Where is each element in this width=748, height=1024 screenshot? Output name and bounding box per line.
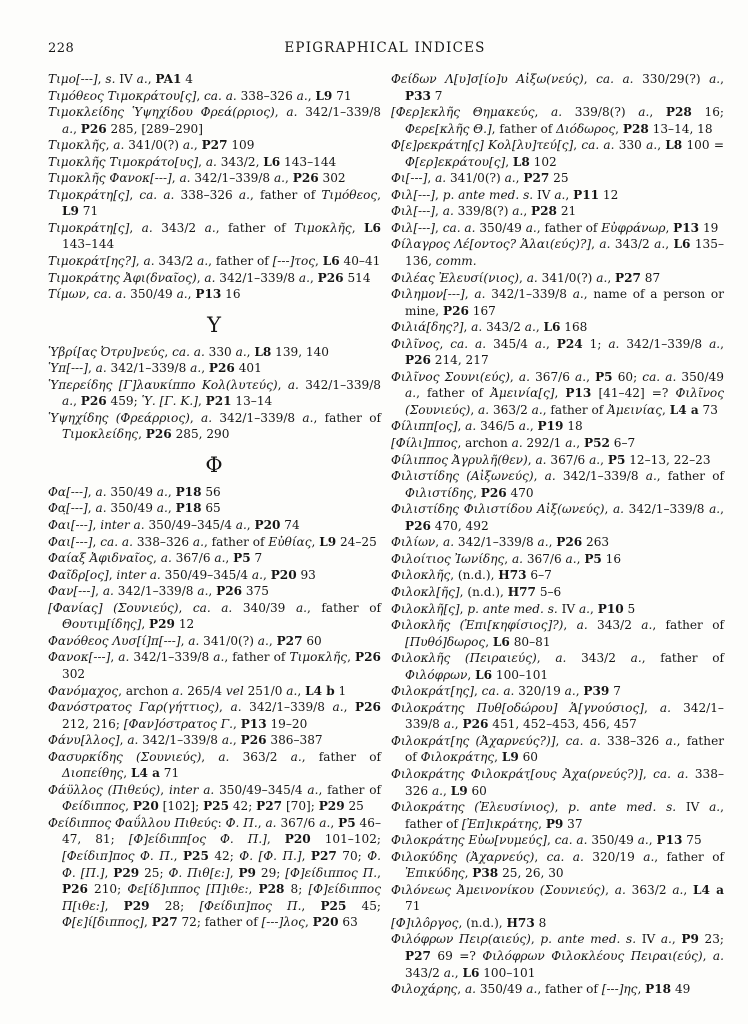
index-entry: Φιλοκράτης Πυθ[οδώρου] Ἁ[γνούσιος], a. 342/1–339/8 a., P26 451, 452–453, 456, 457 xyxy=(391,700,724,732)
index-entry: Φα̣[---], a. 350/49 a., P18 65 xyxy=(48,501,221,516)
index-entry: Φιλοκλ[ῆς], (n.d.), H77 5–6 xyxy=(391,584,562,599)
index-entry: Τιμο[---], s. IV a., PA1 4 xyxy=(48,72,193,86)
index-entry: Φιλῖνος Σουνι(εύς), a. 367/6 a., P5 60; ca. a. 350/49 a., father of Ἀμεινία[ς], P13 [41–42] =? Φιλῖνος (Σουνιεύς), a. 363/2 a., father of Ἀμεινίας, L4 a 73 xyxy=(391,369,724,417)
index-entry: Φιλοκύδης (Ἀχαρνεύς), ca. a. 320/19 a., father of Ἐπικύδης, P38 25, 26, 30 xyxy=(391,849,724,881)
index-entry: Φείδων Λ[υ]σ[ίο]υ Αἰξω(νεύς), ca. a. 330/29(?) a., P33 7 xyxy=(391,72,724,103)
index-entry: Φι[---], a. 341/0(?) a., P27 25 xyxy=(391,171,569,186)
index-entry: Φιλιστίδης Φιλιστίδου Αἰξ(ωνεύς), a. 342/1–339/8 a., P26 470, 492 xyxy=(391,502,724,533)
index-entry: [Φ]ιλôργος, (n.d.), H73 8 xyxy=(391,915,547,930)
index-entry: Φα[---], a. 350/49 a., P18 56 xyxy=(48,484,221,499)
index-entry: Φιλ[---], ca. a. 350/49 a., father of Εὐφράνωρ, P13 19 xyxy=(391,220,719,235)
index-entry: Φαίαξ Ἀφιδναῖος, a. 367/6 a., P5 7 xyxy=(48,551,263,566)
index-entry: Τιμοκλῆς Φανοκ[---], a. 342/1–339/8 a., P26 302 xyxy=(48,171,346,186)
index-entry: Φιλοκλῆς (Ἐπι[κηφίσιος]?), a. 343/2 a., father of [Πυθό]δωρος, L6 80–81 xyxy=(391,618,724,649)
index-entry: Φιλῖνος, ca. a. 345/4 a., P24 1; a. 342/1–339/8 a., P26 214, 217 xyxy=(391,336,724,368)
index-entry: Ὑβρί[ας Ὀτρυ]νεύς, ca. a. 330 a., L8 139, 140 xyxy=(48,344,329,359)
index-entry: Τιμοκράτη[ς], a. 343/2 a., father of Τιμοκλῆς, L6 143–144 xyxy=(48,220,381,252)
index-entry: Ὑψηχίδης (Φρεάρριος), a. 342/1–339/8 a., father of Τιμοκλείδης, P26 285, 290 xyxy=(48,410,381,442)
section-heading: Υ xyxy=(207,312,222,337)
index-entry: Φάϋλλος (Πιθεύς), inter a. 350/49–345/4 a., father of Φείδιππος, P20 [102]; P25 42; P27 [70]; P29 25 xyxy=(48,782,381,814)
index-entry: Φιλόνεως Ἀμεινονίκου (Σουνιεύς), a. 363/2 a., L4 a 71 xyxy=(391,882,724,914)
section-heading: Φ xyxy=(205,452,224,477)
index-columns xyxy=(48,71,724,1004)
index-entry: Τιμόθεος Τιμοκράτου[ς], ca. a. 338–326 a., L9 71 xyxy=(48,88,352,103)
index-column-right xyxy=(391,71,724,1004)
index-entry: Φιλοκράτ[ης (Ἀχαρνεύς?)], ca. a. 338–326 a., father of Φιλοκράτης, L9 60 xyxy=(391,733,725,765)
index-entry: Τιμοκράτη[ς], ca. a. 338–326 a., father of Τιμόθεος, L9 71 xyxy=(48,187,381,219)
index-entry: Φιλ[---], a. 339/8(?) a., P28 21 xyxy=(391,204,577,219)
index-entry: Τιμοκλῆς, a. 341/0(?) a., P27 109 xyxy=(48,138,255,153)
index-entry: [Φανίας] (Σουνιεύς), ca. a. 340/39 a., father of Θουτιμ[ίδης], P29 12 xyxy=(48,600,381,632)
page-header xyxy=(48,40,722,56)
index-entry: Φίλιππ[ος], a. 346/5 a., P19 18 xyxy=(391,419,583,434)
index-entry: Φιλοχάρης, a. 350/49 a., father of [---]ης, P18 49 xyxy=(391,982,691,997)
index-entry: Τιμοκλῆς Τιμοκράτο[υς], a. 343/2, L6 143–144 xyxy=(48,154,337,169)
page-title: EPIGRAPHICAL INDICES xyxy=(284,40,486,56)
index-entry: Φιλίων, a. 342/1–339/8 a., P26 263 xyxy=(391,535,610,550)
index-entry: Τίμων, ca. a. 350/49 a., P13 16 xyxy=(48,287,241,302)
index-entry: Φιλημον[---], a. 342/1–339/8 a., name of a person or mine, P26 167 xyxy=(391,287,724,318)
index-entry: Φιλοκράτ[ης], ca. a. 320/19 a., P39 7 xyxy=(391,684,621,699)
index-entry: Φάνυ[λλος], a. 342/1–339/8 a., P26 386–387 xyxy=(48,733,323,748)
index-entry: Ὑπ[---], a. 342/1–339/8 a., P26 401 xyxy=(48,361,262,376)
index-column-left xyxy=(48,71,381,1004)
index-entry: Φίλιππος Ἀγρυλῆ(θεν), a. 367/6 a., P5 12–13, 22–23 xyxy=(391,452,711,467)
index-entry: Φιλέας Ἐλευσί(νιος), a. 341/0(?) a., P27 87 xyxy=(391,270,661,285)
index-entry: Φανόμαχος, archon a. 265/4 vel 251/0 a., L4 b 1 xyxy=(48,683,347,698)
index-entry: Φιλοκλῆς, (n.d.), H73 6–7 xyxy=(391,568,552,583)
index-entry: Φαῖδρ[ος], inter a. 350/49–345/4 a., P20 93 xyxy=(48,567,316,582)
index-entry: Φανόστρατος Γαρ(γήττιος), a. 342/1–339/8 a., P26 212, 216; [Φαν]όστρατος Γ., P13 19–20 xyxy=(48,700,381,731)
index-entry: Φ[ε]ρεκράτη[ς] Κολ[λυ]τεύ[ς], ca. a. 330 a., L8 100 = Φ[ερ]εκράτου[ς], L8 102 xyxy=(391,138,724,169)
index-entry: Φιλιστίδης (Αἰξωνεύς), a. 342/1–339/8 a., father of Φιλιστίδης, P26 470 xyxy=(391,469,724,500)
index-entry: Φαι[---], ca. a. 338–326 a., father of Εὐθίας, L9 24–25 xyxy=(48,534,377,549)
index-entry: Φιλοκλῆς (Πειραιεύς), a. 343/2 a., father of Φιλόφρων, L6 100–101 xyxy=(391,651,724,682)
page-number: 228 xyxy=(48,41,75,56)
index-entry: Ὑπερείδης [Γ]λαυκίππο Κολ(λυτεύς), a. 342/1–339/8 a., P26 459; Ὑ. [Γ. Κ.], P21 13–14 xyxy=(48,377,381,409)
index-entry: Φαι[---], inter a. 350/49–345/4 a., P20 74 xyxy=(48,518,300,533)
index-entry: Φιλοκράτης (Ἐλευσίνιος), p. ante med. s. IV a., father of [Ἐπ]ικράτης, P9 37 xyxy=(391,800,724,831)
index-entry: [Φερ]εκλῆς Θημακεύς, a. 339/8(?) a., P28 16; Φερε[κλῆς Θ.], father of Διόδωρος, P28 13–14, 18 xyxy=(391,105,724,136)
index-entry: Τιμοκλείδης Ὑψηχίδου Φρεά(ρριος), a. 342/1–339/8 a., P26 285, [289–290] xyxy=(48,105,381,136)
index-entry: Φιλ[---], p. ante med. s. IV a., P11 12 xyxy=(391,187,619,202)
index-entry: [Φίλι]ππος, archon a. 292/1 a., P52 6–7 xyxy=(391,436,636,451)
index-entry: Τιμοκράτ[ης?], a. 343/2 a., father of [---]τος, L6 40–41 xyxy=(48,254,381,269)
index-entry: Φανόθεος Λυσ[ί]π[---], a. 341/0(?) a., P27 60 xyxy=(48,633,322,648)
index-entry: Τιμοκράτης Ἀφι(δναῖος), a. 342/1–339/8 a., P26 514 xyxy=(48,270,371,285)
index-entry: Φιλοκλῆ[ς], p. ante med. s. IV a., P10 5 xyxy=(391,601,636,616)
index-entry: Φανοκ[---], a. 342/1–339/8 a., father of Τιμοκλῆς, P26 302 xyxy=(48,650,381,681)
index-entry: Φαν[---], a. 342/1–339/8 a., P26 375 xyxy=(48,584,269,599)
index-entry: Φιλοίτιος Ἰωνίδης, a. 367/6 a., P5 16 xyxy=(391,551,622,566)
index-entry: Φασυρκίδης (Σουνιεύς), a. 363/2 a., father of Διοπείθης, L4 a 71 xyxy=(48,749,381,781)
index-entry: Φιλοκράτης Εὐω[νυμεύς], ca. a. 350/49 a., P13 75 xyxy=(391,833,702,848)
index-entry: Φιλοκράτης Φιλοκράτ̣[ους Ἀχα(ρνεύς?)], ca. a. 338–326 a., L9 60 xyxy=(391,766,724,798)
index-entry: Φίλαγρος Λέ[οντος? Ἁλαι(εύς)?], a. 343/2 a., L6 135–136, comm. xyxy=(391,237,724,269)
index-entry: Φιλόφρων Πειρ(αιεύς), p. ante med. s. IV a., P9 23; P27 69 =? Φιλόφρων Φιλοκλέους Πειραι(εύς), a. 343/2 a., L6 100–101 xyxy=(391,932,724,980)
index-entry: Φείδιππος Φαΰλλου Πιθεύς: Φ. Π., a. 367/6 a., P5 46–47, 81; [Φ]είδιππ[ος Φ. Π.], P20 101–102; [Φείδιπ]πος Φ. Π., P25 42; Φ. [Φ. Π.], P27 70; Φ. Φ. [Π.], P29 25; Φ. Πιθ[ε:], P9 29; [Φ]είδιππος Π., P26 210; Φε[ίδ]ιππος [Π]ιθε:, P28 8; [Φ]είδιππος Π[ιθε:], P29 28; [Φείδιπ]πος Π., P25 45; Φ[ε]ί[διππος], P27 72; father of [---]λος, P20 63 xyxy=(48,815,381,930)
index-entry: Φιλιά[δης?], a. 343/2 a., L6 168 xyxy=(391,320,588,335)
